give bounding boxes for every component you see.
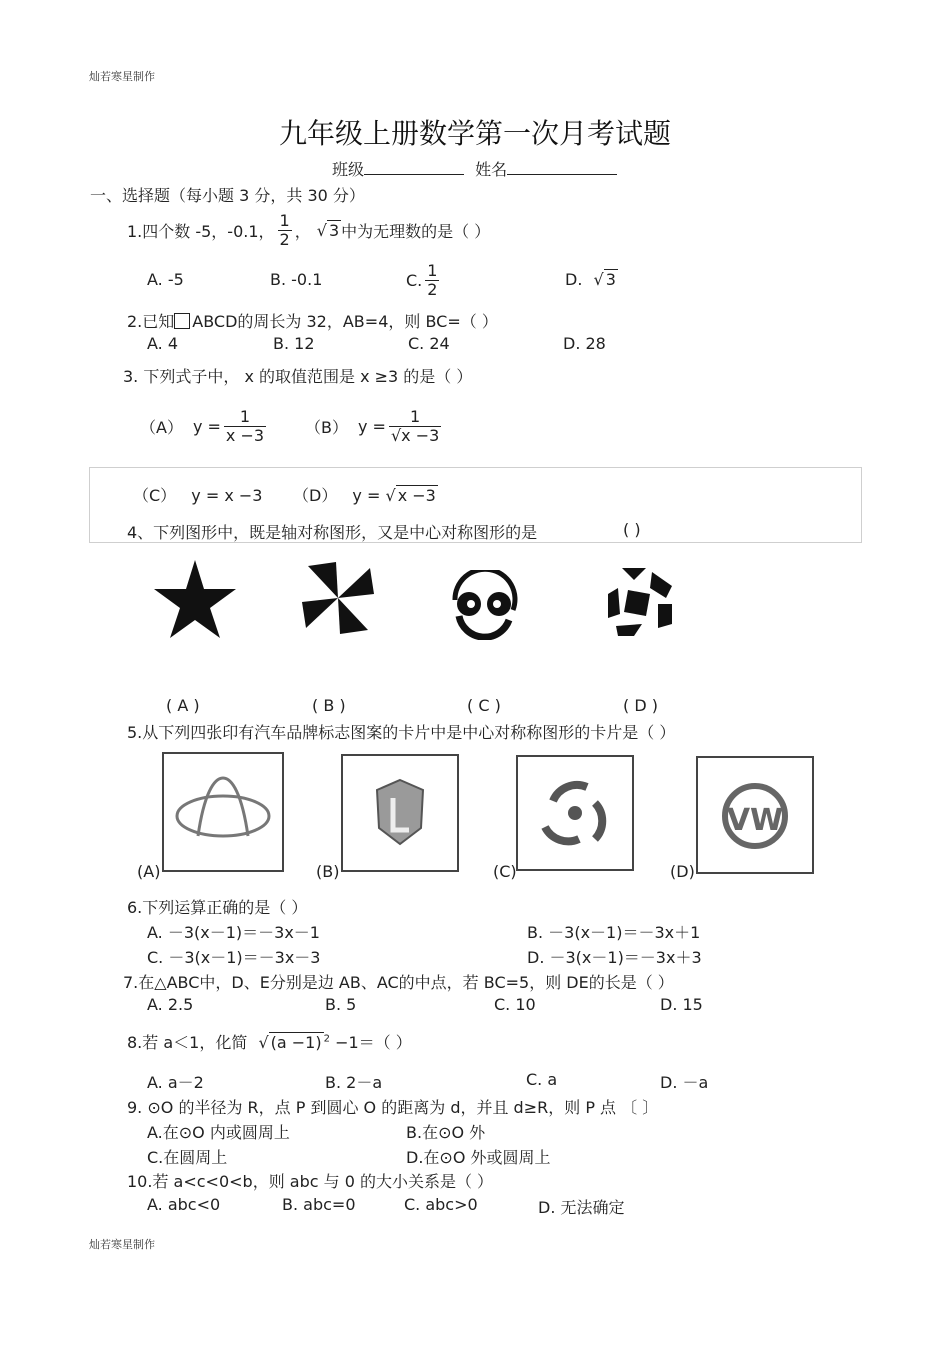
footer-maker: 灿若寒星制作	[89, 1238, 155, 1251]
q7-option-c[interactable]: C. 10	[494, 995, 536, 1014]
q2-option-c[interactable]: C. 24	[408, 334, 450, 353]
star-figure-icon	[152, 558, 238, 640]
q10-option-c[interactable]: C. abc>0	[404, 1195, 478, 1214]
name-blank[interactable]	[507, 160, 617, 175]
q3-a-y: y =	[192, 416, 221, 436]
q8-stem-b: −1＝（ ）	[335, 1033, 412, 1052]
q3-d-label: （D）	[293, 486, 338, 505]
q4-label-c[interactable]: ( C )	[467, 696, 501, 715]
q3-b-den: √x −3	[390, 425, 440, 445]
vw-logo-icon	[698, 758, 812, 872]
q3-d-sqrt: √ x −3	[385, 486, 436, 505]
q3-c-label: （C）	[133, 486, 177, 505]
q5-label-b[interactable]: (B)	[316, 862, 340, 881]
q3-b-label: （B）	[305, 417, 348, 437]
shield-logo-icon	[343, 756, 457, 870]
q8-stem-a: 8.若 a＜1，化简	[127, 1033, 248, 1052]
q4-label-d[interactable]: ( D )	[623, 696, 658, 715]
q8-exponent: 2	[323, 1033, 330, 1045]
q6-option-c[interactable]: C. －3(x－1)＝－3x－3	[147, 948, 321, 967]
q3-b-den-rad: x −3	[401, 425, 440, 445]
q3-option-d[interactable]	[293, 483, 438, 506]
q5-label-c[interactable]: (C)	[493, 862, 517, 881]
q3-a-den: x −3	[225, 425, 265, 445]
info-line	[332, 157, 617, 180]
q6-stem: 6.下列运算正确的是（ ）	[127, 898, 308, 917]
q7-option-b[interactable]: B. 5	[325, 995, 357, 1014]
q2-stem	[127, 309, 498, 332]
q10-stem: 10.若 a<c<0<b，则 abc 与 0 的大小关系是（ ）	[127, 1172, 494, 1191]
q2-option-a[interactable]: A. 4	[147, 334, 179, 353]
q3-option-b[interactable]	[305, 402, 444, 450]
q1-frac-den: 2	[279, 229, 290, 249]
q1-sqrt-val: 3	[328, 220, 340, 240]
q1-d-sqrt: √ 3	[593, 270, 616, 289]
q8-option-b[interactable]: B. 2－a	[325, 1073, 383, 1092]
q6-option-b[interactable]: B. －3(x－1)＝－3x＋1	[527, 923, 701, 942]
section1-heading: 一、选择题（每小题 3 分，共 30 分）	[90, 186, 365, 205]
q3-a-fraction	[224, 408, 266, 444]
q1-frac-num: 1	[279, 210, 290, 230]
logo-card-b[interactable]	[341, 754, 459, 872]
q3-b-y: y =	[357, 416, 386, 436]
q8-option-c[interactable]: C. a	[526, 1070, 558, 1089]
q1-c-den: 2	[427, 279, 438, 299]
q2-stem-b: ABCD的周长为 32，AB=4，则 BC=（ ）	[192, 312, 498, 331]
q1-comma: ，	[294, 221, 311, 241]
square-pattern-figure-icon	[606, 564, 674, 638]
header-maker: 灿若寒星制作	[89, 70, 155, 83]
q3-stem: 3. 下列式子中， x 的取值范围是 x ≥3 的是（ ）	[123, 367, 473, 386]
q5-label-d[interactable]: (D)	[670, 862, 695, 881]
q1-c-num: 1	[427, 260, 438, 280]
q1-c-fraction	[425, 262, 439, 298]
q8-option-d[interactable]: D. －a	[660, 1073, 709, 1092]
parallelogram-symbol-icon	[174, 313, 190, 329]
q10-option-d[interactable]: D. 无法确定	[538, 1198, 625, 1217]
q1-option-a[interactable]: A. -5	[147, 270, 184, 289]
q10-option-a[interactable]: A. abc<0	[147, 1195, 221, 1214]
q6-option-a[interactable]: A. －3(x－1)＝－3x－1	[147, 923, 320, 942]
q5-stem: 5.从下列四张印有汽车品牌标志图案的卡片中是中心对称称图形的卡片是（ ）	[127, 723, 676, 742]
q1-fraction	[278, 212, 292, 248]
q3-c-expr: y = x −3	[191, 486, 263, 505]
q1-d-label: D.	[565, 270, 583, 289]
q9-option-d[interactable]: D.在⊙O 外或圆周上	[406, 1148, 551, 1167]
q2-stem-a: 2.已知	[127, 312, 175, 331]
q1-option-c[interactable]	[406, 258, 442, 302]
q3-d-y: y =	[352, 486, 381, 505]
logo-card-d[interactable]	[696, 756, 814, 874]
q1-stem-b: 中为无理数的是（ ）	[341, 221, 491, 241]
q2-option-b[interactable]: B. 12	[273, 334, 315, 353]
q4-paren: ( )	[623, 520, 641, 539]
q8-sqrt: √ (a −1)	[258, 1033, 322, 1052]
vw-logo-text: VW	[726, 803, 784, 838]
q2-option-d[interactable]: D. 28	[563, 334, 606, 353]
q3-a-label: （A）	[140, 417, 183, 437]
q9-option-b[interactable]: B.在⊙O 外	[406, 1123, 486, 1142]
q3-option-a[interactable]	[140, 402, 269, 450]
q8-option-a[interactable]: A. a－2	[147, 1073, 204, 1092]
pinwheel-figure-icon	[298, 560, 378, 636]
q7-stem: 7.在△ABC中，D、E分别是边 AB、AC的中点，若 BC=5，则 DE的长是（ ）	[123, 973, 674, 992]
q1-stem	[127, 206, 490, 254]
name-label: 姓名	[475, 160, 508, 179]
q6-option-d[interactable]: D. －3(x－1)＝－3x＋3	[527, 948, 702, 967]
q1-d-val: 3	[605, 270, 616, 289]
logo-card-c[interactable]	[516, 755, 634, 871]
q4-label-a[interactable]: ( A )	[166, 696, 200, 715]
q8-stem	[127, 1030, 412, 1053]
q3-a-num: 1	[239, 406, 251, 426]
page-title: 九年级上册数学第一次月考试题	[278, 117, 671, 150]
q10-option-b[interactable]: B. abc=0	[282, 1195, 356, 1214]
q9-stem: 9. ⊙O 的半径为 R，点 P 到圆心 O 的距离为 d，并且 d≥R，则 P 点 〔 〕	[127, 1098, 659, 1117]
q1-sqrt: √ 3	[316, 220, 340, 240]
q1-option-d[interactable]	[565, 270, 618, 289]
ring-figure-icon	[447, 570, 521, 640]
q4-label-b[interactable]: ( B )	[312, 696, 346, 715]
q1-c-label: C.	[406, 270, 423, 290]
q9-option-a[interactable]: A.在⊙O 内或圆周上	[147, 1123, 290, 1142]
swirl-logo-icon	[518, 757, 632, 869]
q3-b-num: 1	[410, 406, 421, 426]
q4-stem: 4、下列图形中，既是轴对称图形，又是中心对称图形的是	[127, 523, 538, 542]
q3-option-c[interactable]	[133, 483, 262, 506]
q3-d-rad: x −3	[397, 486, 436, 505]
q5-label-a[interactable]: (A)	[137, 862, 161, 881]
q7-option-a[interactable]: A. 2.5	[147, 995, 194, 1014]
q1-option-b[interactable]: B. -0.1	[270, 270, 323, 289]
ring-arch-logo-icon	[164, 754, 282, 870]
q9-option-c[interactable]: C.在圆周上	[147, 1148, 228, 1167]
class-label: 班级	[332, 160, 365, 179]
q1-stem-a: 1.四个数 -5，-0.1，	[127, 221, 275, 241]
class-blank[interactable]	[364, 160, 464, 175]
q7-option-d[interactable]: D. 15	[660, 995, 703, 1014]
q3-b-fraction	[389, 408, 441, 444]
logo-card-a[interactable]	[162, 752, 284, 872]
q8-rad: (a −1)	[270, 1033, 322, 1052]
